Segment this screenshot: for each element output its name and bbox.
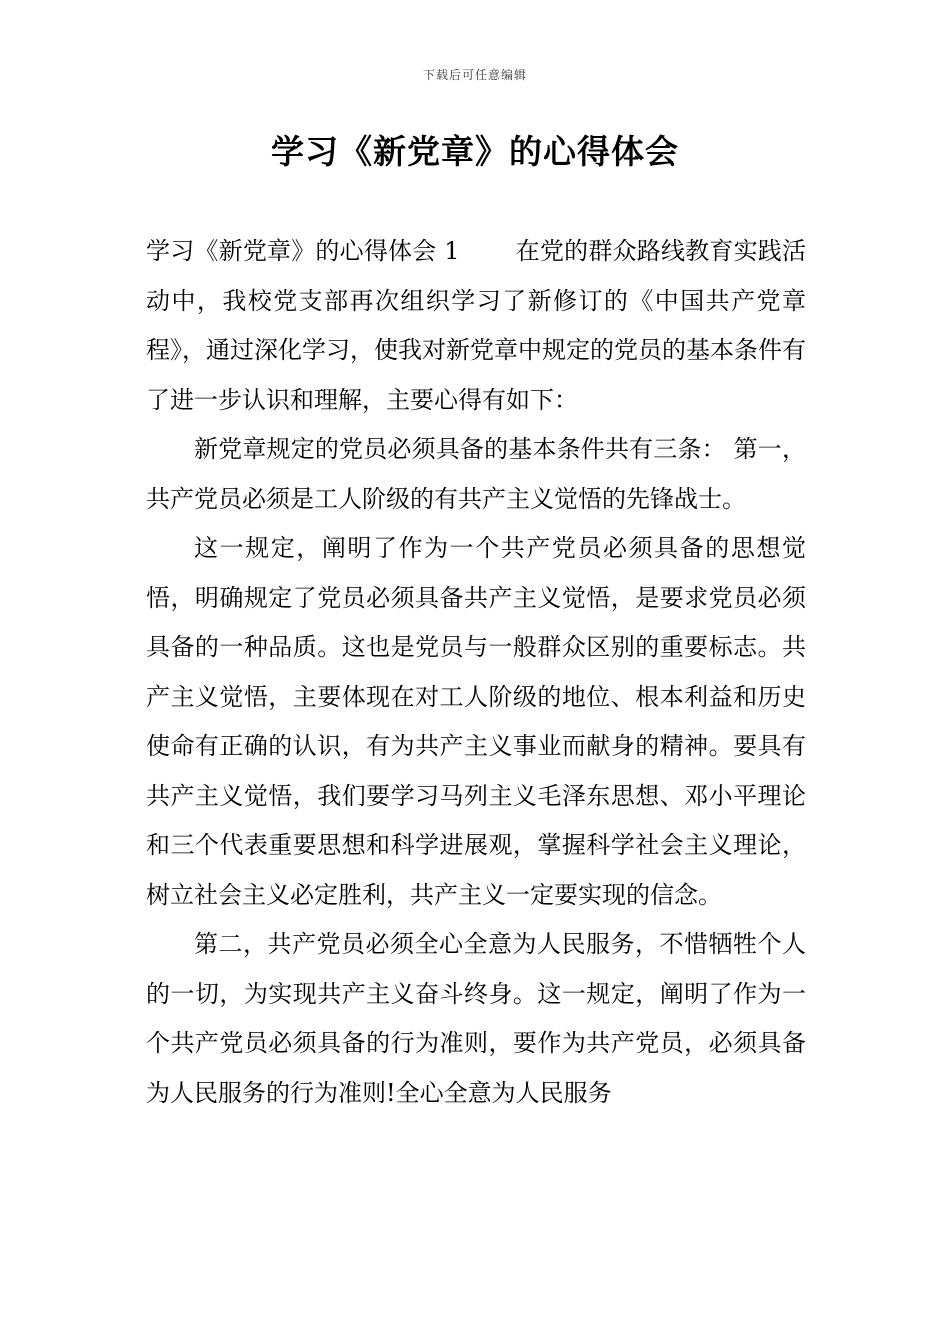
body-paragraph-1: 新党章规定的党员必须具备的基本条件共有三条： 第一，共产党员必须是工人阶级的有共产主义觉悟的先锋战士。 — [146, 435, 806, 513]
intro-text: 在党的群众路线教育实践活动中，我校党支部再次组织学习了新修订的《中国共产党章程》，通过深化学习，使我对新党章中规定的党员的基本条件有了进一步认识和理解，主要心得有如下： — [146, 237, 806, 414]
document-body — [146, 227, 806, 1118]
document-title: 学习《新党章》的心得体会 — [271, 132, 679, 171]
intro-paragraph — [146, 227, 806, 425]
header-note: 下载后可任意编辑 — [422, 68, 527, 82]
body-paragraph-2: 这一规定，阐明了作为一个共产党员必须具备的思想觉悟，明确规定了党员必须具备共产主义觉悟，是要求党员必须具备的一种品质。这也是党员与一般群众区别的重要标志。共产主义觉悟，主要体现在对工人阶级的地位、根本利益和历史使命有正确的认识，有为共产主义事业而献身的精神。要具有共产主义觉悟，我们要学习马列主义毛泽东思想、邓小平理论和三个代表重要思想和科学进展观，掌握科学社会主义理论，树立社会主义必定胜利，共产主义一定要实现的信念。 — [146, 534, 806, 909]
body-paragraph-3: 第二，共产党员必须全心全意为人民服务，不惜牺牲个人的一切，为实现共产主义奋斗终身。这一规定，阐明了作为一个共产党员必须具备的行为准则，要作为共产党员，必须具备为人民服务的行为准则!全心全意为人民服务 — [146, 930, 806, 1107]
intro-heading: 学习《新党章》的心得体会 1 — [146, 237, 460, 265]
